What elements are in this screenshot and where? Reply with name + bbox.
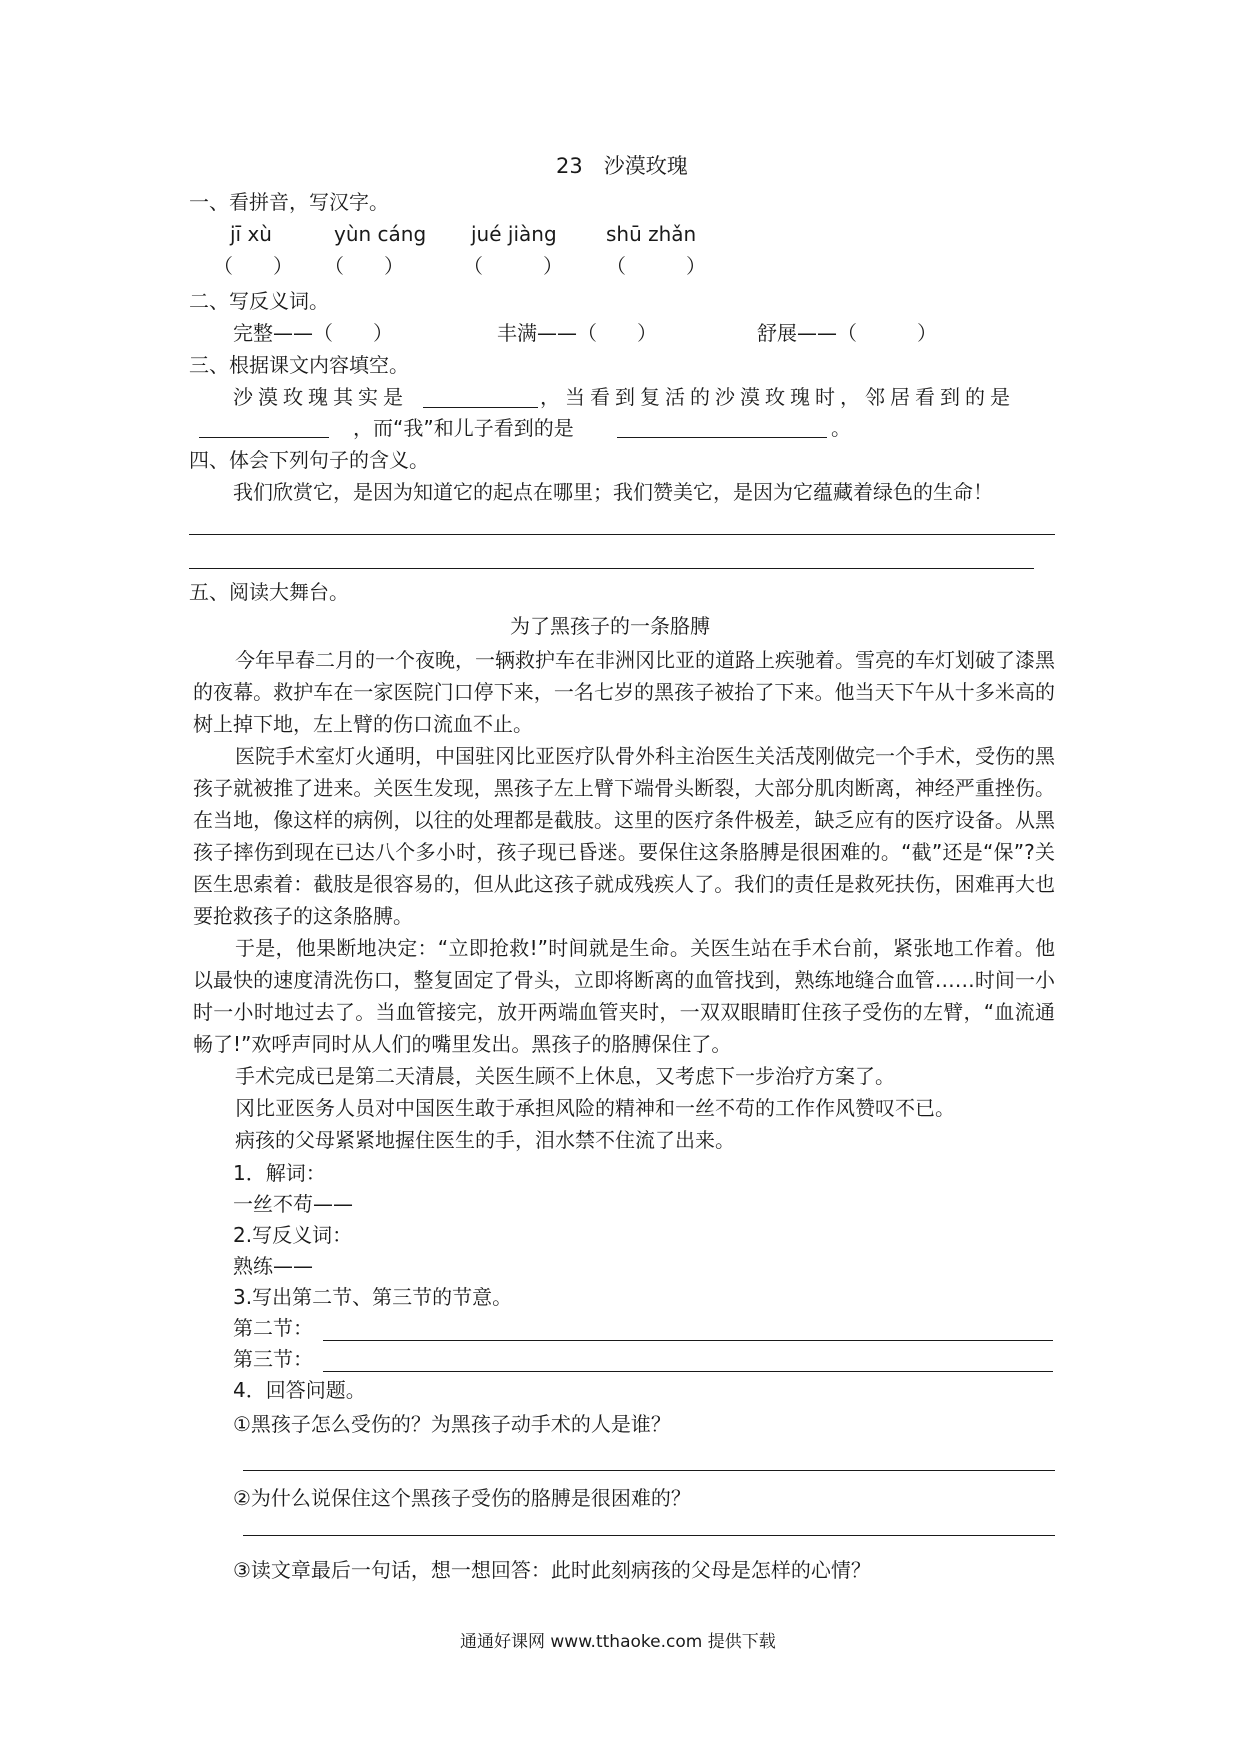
fill-line1-b: ，当看到复活的沙漠玫瑰时，邻居看到的是	[540, 385, 1015, 409]
question-1-word: 一丝不苟——	[233, 1192, 353, 1216]
pinyin-3: jué jiàng	[471, 222, 557, 246]
question-1-label: 1．解词：	[233, 1161, 326, 1185]
fill-line2-a: ，而“我”和儿子看到的是	[353, 416, 574, 440]
answer-line-q4-1	[243, 1470, 1055, 1471]
answer-bracket-2: （ ）	[324, 254, 404, 278]
question-2-label: 2.写反义词：	[233, 1223, 353, 1247]
pinyin-1: jī xù	[230, 222, 272, 246]
fill-line2-b: 。	[831, 416, 851, 440]
answer-bracket-3: （ ）	[463, 254, 563, 278]
pinyin-2: yùn cáng	[334, 222, 427, 246]
question-4-2: ②为什么说保住这个黑孩子受伤的胳膊是很困难的？	[233, 1486, 691, 1510]
answer-bracket-4: （ ）	[606, 254, 706, 278]
question-4-label: 4．回答问题。	[233, 1378, 366, 1402]
answer-bracket-1: （ ）	[213, 254, 293, 278]
story-paragraph-3: 于是，他果断地决定：“立即抢救!”时间就是生命。关医生站在手术台前，紧张地工作着。他以最快的速度清洗伤口，整复固定了骨头，立即将断离的血管找到，熟练地缝合血管……时间一小时一小时地过去了。当血管接完，放开两端血管夹时，一双双眼睛盯住孩子受伤的左臂，“血流通畅了!”欢呼声同时从人们的嘴里发出。黑孩子的胳膊保住了。	[193, 936, 1055, 1056]
story-paragraph-1: 今年早春二月的一个夜晚，一辆救护车在非洲冈比亚的道路上疾驰着。雪亮的车灯划破了漆黑的夜幕。救护车在一家医院门口停下来，一名七岁的黑孩子被抬了下来。他当天下午从十多米高的树上掉下地，左上臂的伤口流血不止。	[193, 648, 1055, 736]
story-paragraph-5: 冈比亚医务人员对中国医生敢于承担风险的精神和一丝不苟的工作作风赞叹不已。	[235, 1096, 955, 1120]
section-4-heading: 四、体会下列句子的含义。	[189, 448, 429, 472]
page-footer: 通通好课网 www.tthaoke.com 提供下载	[460, 1632, 776, 1652]
story-paragraph-6: 病孩的父母紧紧地握住医生的手，泪水禁不住流了出来。	[235, 1128, 735, 1152]
section-3-heading: 三、根据课文内容填空。	[189, 353, 409, 377]
antonym-item-1: 完整——（ ）	[233, 321, 393, 345]
question-3-item-b: 第三节：	[233, 1347, 313, 1371]
answer-line-q3-b	[323, 1371, 1053, 1372]
answer-line-s4-1	[189, 534, 1055, 535]
section-5-heading: 五、阅读大舞台。	[189, 580, 349, 604]
antonym-item-2: 丰满——（ ）	[497, 321, 657, 345]
story-title: 为了黑孩子的一条胳膊	[510, 614, 710, 638]
section-4-sentence: 我们欣赏它，是因为知道它的起点在哪里；我们赞美它，是因为它蕴藏着绿色的生命！	[233, 480, 993, 504]
question-2-word: 熟练——	[233, 1254, 313, 1278]
fill-blank-1	[423, 407, 538, 408]
story-paragraph-4: 手术完成已是第二天清晨，关医生顾不上休息，又考虑下一步治疗方案了。	[235, 1064, 895, 1088]
answer-line-s4-2	[189, 568, 1034, 569]
answer-line-q3-a	[323, 1340, 1053, 1341]
pinyin-4: shū zhǎn	[606, 222, 697, 246]
section-2-heading: 二、写反义词。	[189, 289, 329, 313]
fill-line1-a: 沙漠玫瑰其实是	[233, 385, 408, 409]
question-4-1: ①黑孩子怎么受伤的？为黑孩子动手术的人是谁？	[233, 1412, 671, 1436]
antonym-item-3: 舒展——（ ）	[757, 321, 937, 345]
answer-line-q4-2	[243, 1535, 1055, 1536]
page-title: 23 沙漠玫瑰	[556, 154, 688, 178]
question-3-item-a: 第二节：	[233, 1316, 313, 1340]
story-paragraph-2: 医院手术室灯火通明，中国驻冈比亚医疗队骨外科主治医生关活茂刚做完一个手术，受伤的黑孩子就被推了进来。关医生发现，黑孩子左上臂下端骨头断裂，大部分肌肉断离，神经严重挫伤。在当地，像这样的病例，以往的处理都是截肢。这里的医疗条件极差，缺乏应有的医疗设备。从黑孩子摔伤到现在已达八个多小时，孩子现已昏迷。要保住这条胳膊是很困难的。“截”还是“保”?关医生思索着：截肢是很容易的，但从此这孩子就成残疾人了。我们的责任是救死扶伤，困难再大也要抢救孩子的这条胳膊。	[193, 744, 1055, 928]
fill-blank-2	[199, 437, 329, 438]
question-4-3: ③读文章最后一句话，想一想回答：此时此刻病孩的父母是怎样的心情？	[233, 1558, 871, 1582]
question-3-label: 3.写出第二节、第三节的节意。	[233, 1285, 513, 1309]
fill-blank-3	[617, 437, 827, 438]
section-1-heading: 一、看拼音，写汉字。	[189, 190, 389, 214]
